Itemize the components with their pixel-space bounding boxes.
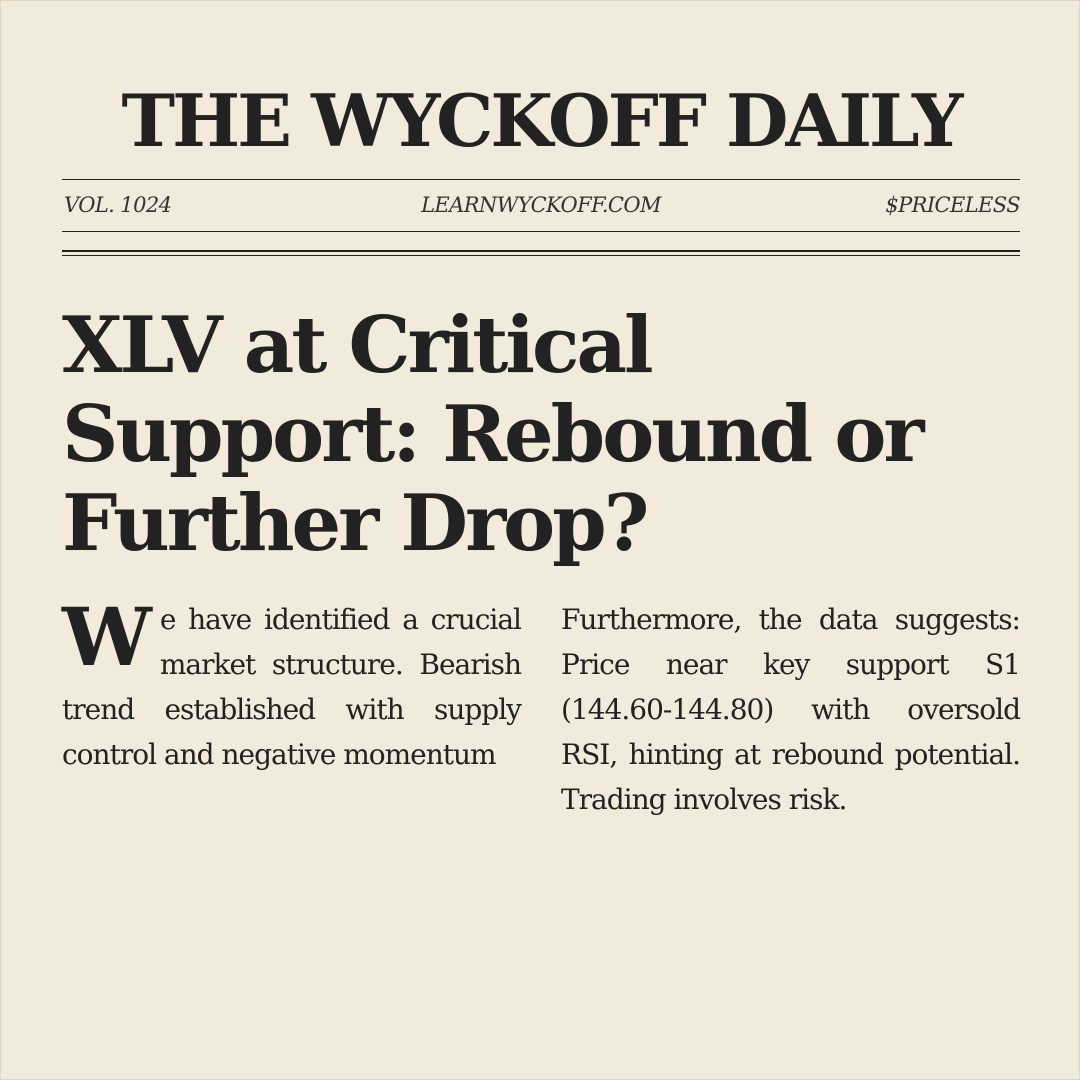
drop-cap: W [62, 590, 150, 684]
info-bar [62, 190, 1020, 220]
double-rule-upper [62, 250, 1020, 252]
double-rule-lower [62, 255, 1020, 256]
article-column-right [561, 597, 1020, 822]
masthead-title: THE WYCKOFF DAILY [121, 78, 961, 163]
website-label: LEARNWYCKOFF.COM [421, 193, 661, 217]
volume-label: VOL. 1024 [64, 193, 172, 217]
column-left-text: e have identified a crucial market structure. Bearish trend established with supply control and negative momentum [62, 603, 521, 771]
masthead-top-rule [62, 179, 1020, 180]
price-label: $PRICELESS [885, 193, 1020, 217]
info-bar-bottom-rule [62, 231, 1020, 232]
article-headline: XLV at Critical Support: Rebound or Further Drop? [62, 300, 922, 569]
article-column-left [62, 590, 521, 777]
column-right-text: Furthermore, the data suggests: Price near key support S1 (144.60-144.80) with oversold RSI, hinting at rebound potential. Trading involves risk. [561, 603, 1020, 816]
